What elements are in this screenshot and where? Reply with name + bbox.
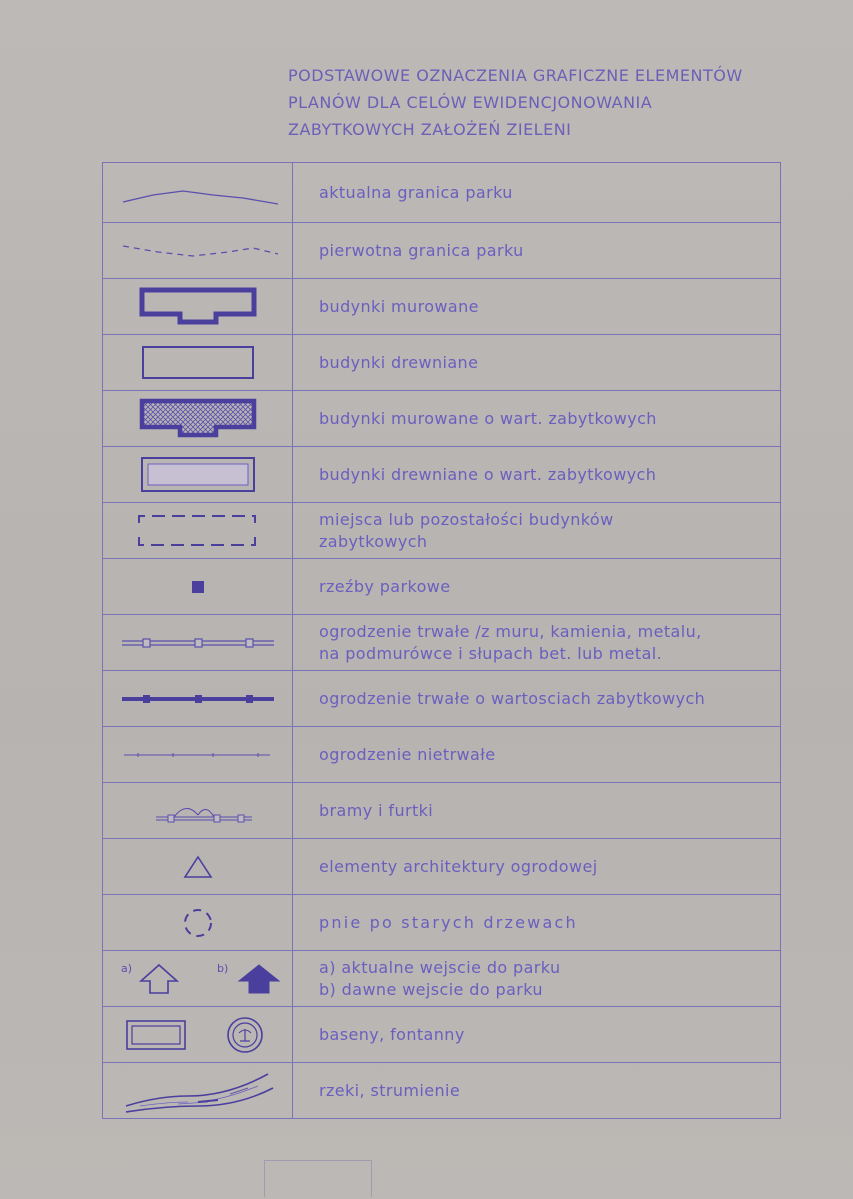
legend-row <box>103 559 781 615</box>
legend-text: budynki murowane o wart. zabytkowych <box>319 408 657 428</box>
river-icon <box>118 1066 278 1116</box>
legend-text: budynki drewniane <box>319 352 479 372</box>
legend-text: na podmurówce i słupach bet. lub metal. <box>319 643 663 663</box>
legend-description <box>293 503 781 559</box>
legend-description <box>293 1063 781 1119</box>
legend-row <box>103 391 781 447</box>
legend-description <box>293 839 781 895</box>
legend-description <box>293 223 781 279</box>
legend-row <box>103 783 781 839</box>
legend-symbol-cell <box>103 279 293 335</box>
legend-description <box>293 727 781 783</box>
legend-text: b) dawne wejscie do parku <box>319 979 543 999</box>
legend-symbol-cell <box>103 615 293 671</box>
legend-description <box>293 615 781 671</box>
legend-text: rzeźby parkowe <box>319 576 451 596</box>
legend-symbol-cell <box>103 671 293 727</box>
historic-fence-icon <box>118 689 278 709</box>
legend-text: a) aktualne wejscie do parku <box>319 957 561 977</box>
historic-wooden-building-icon <box>138 455 258 495</box>
legend-text: budynki murowane <box>319 296 479 316</box>
legend-symbol-cell <box>103 1007 293 1063</box>
legend-description <box>293 163 781 223</box>
legend-symbol-cell <box>103 447 293 503</box>
historic-masonry-building-icon <box>138 397 258 441</box>
dashed-circle-icon <box>180 905 216 941</box>
legend-row <box>103 895 781 951</box>
legend-row <box>103 671 781 727</box>
legend-text: miejsca lub pozostałości budynków <box>319 509 614 529</box>
legend-symbol-cell <box>103 895 293 951</box>
legend-symbol-cell <box>103 335 293 391</box>
legend-text: bramy i furtki <box>319 800 434 820</box>
legend-text: zabytkowych <box>319 531 428 551</box>
legend-text: ogrodzenie trwałe o wartosciach zabytkowych <box>319 688 706 708</box>
triangle-icon <box>182 854 214 880</box>
legend-text: aktualna granica parku <box>319 182 513 202</box>
legend-row <box>103 279 781 335</box>
legend-description <box>293 447 781 503</box>
gate-icon <box>138 795 258 827</box>
binder-stamp <box>264 1160 372 1197</box>
legend-symbol-cell <box>103 727 293 783</box>
legend-description <box>293 783 781 839</box>
legend-row <box>103 727 781 783</box>
legend-description <box>293 279 781 335</box>
entrance-arrows-icon <box>113 955 283 1003</box>
title-line-2: PLANÓW DLA CELÓW EWIDENCJONOWANIA <box>288 93 653 112</box>
solid-boundary-line-icon <box>113 178 283 208</box>
legend-text: budynki drewniane o wart. zabytkowych <box>319 464 657 484</box>
legend-symbol-cell <box>103 391 293 447</box>
legend-table <box>102 162 781 1119</box>
legend-row <box>103 163 781 223</box>
pool-fountain-icon <box>123 1015 273 1055</box>
masonry-building-icon <box>138 285 258 329</box>
dashed-boundary-line-icon <box>113 236 283 266</box>
legend-symbol-cell <box>103 951 293 1007</box>
sculpture-square-icon <box>188 577 208 597</box>
legend-description <box>293 671 781 727</box>
legend-text: pierwotna granica parku <box>319 240 524 260</box>
legend-text: ogrodzenie nietrwałe <box>319 744 496 764</box>
legend-symbol-cell <box>103 503 293 559</box>
legend-symbol-cell <box>103 783 293 839</box>
building-remains-icon <box>133 511 263 551</box>
legend-description <box>293 559 781 615</box>
legend-description <box>293 951 781 1007</box>
legend-description <box>293 895 781 951</box>
legend-row <box>103 839 781 895</box>
legend-row <box>103 223 781 279</box>
legend-symbol-cell <box>103 163 293 223</box>
legend-description <box>293 335 781 391</box>
legend-row <box>103 503 781 559</box>
temporary-fence-icon <box>118 747 278 763</box>
permanent-fence-icon <box>118 633 278 653</box>
legend-row <box>103 335 781 391</box>
legend-text: rzeki, strumienie <box>319 1080 461 1100</box>
arrow-a-label: a) <box>120 961 132 975</box>
page-title <box>288 62 828 143</box>
title-line-3: ZABYTKOWYCH ZAŁOŻEŃ ZIELENI <box>288 120 572 139</box>
legend-symbol-cell <box>103 1063 293 1119</box>
legend-text: elementy architektury ogrodowej <box>319 856 598 876</box>
legend-row <box>103 447 781 503</box>
wooden-building-icon <box>138 343 258 383</box>
legend-symbol-cell <box>103 839 293 895</box>
legend-description <box>293 1007 781 1063</box>
legend-symbol-cell <box>103 559 293 615</box>
legend-row <box>103 615 781 671</box>
legend-row <box>103 1063 781 1119</box>
legend-text: ogrodzenie trwałe /z muru, kamienia, metalu, <box>319 621 702 641</box>
legend-text: baseny, fontanny <box>319 1024 465 1044</box>
legend-description <box>293 391 781 447</box>
title-line-1: PODSTAWOWE OZNACZENIA GRAFICZNE ELEMENTÓW <box>288 66 743 85</box>
legend-symbol-cell <box>103 223 293 279</box>
legend-row <box>103 951 781 1007</box>
legend-text: pnie po starych drzewach <box>319 912 578 932</box>
arrow-b-label: b) <box>216 961 228 975</box>
legend-row <box>103 1007 781 1063</box>
